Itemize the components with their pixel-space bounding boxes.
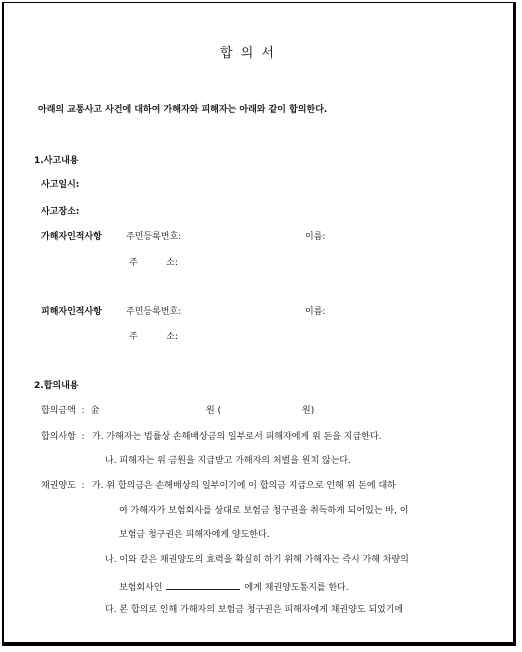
agreement-na: 나. 피해자는 위 금원을 지급받고 가해자의 처벌을 원치 않는다. xyxy=(105,456,351,466)
offender-id-label: 주민등록번호: xyxy=(126,232,182,242)
section2-heading: 2.합의내용 xyxy=(34,381,79,391)
agreement-ga: 가. 가해자는 법률상 손해배상금의 일부로서 피해자에게 위 돈을 지급한다. xyxy=(92,432,382,442)
assignment-na-line1: 나. 이와 같은 채권양도의 효력을 확실히 하기 위해 가해자는 즉시 가해 차량의 xyxy=(105,555,409,565)
assignment-ga-line1: 가. 위 합의금은 손해배상의 일부이기에 이 합의금 지급으로 인해 위 돈에 대하 xyxy=(92,481,396,491)
document-title: 합 의 서 xyxy=(220,46,276,61)
amount-label: 합의금액 : 金 xyxy=(41,406,100,416)
victim-id-label: 주민등록번호: xyxy=(126,307,182,317)
assignment-na-line2 xyxy=(119,581,349,593)
victim-name-label: 이름: xyxy=(305,307,326,317)
document-page xyxy=(2,2,516,646)
victim-address-label: 주 소: xyxy=(129,332,179,342)
insurer-suffix: 에게 채권양도통지를 한다. xyxy=(244,583,349,593)
insurer-prefix: 보험회사인 xyxy=(119,583,163,593)
agreement-label: 합의사항 : xyxy=(41,432,85,442)
section1-heading: 1.사고내용 xyxy=(34,156,79,166)
victim-label: 피해자인적사항 xyxy=(41,307,102,317)
assignment-da: 다. 본 합의로 인해 가해자의 보험금 청구권은 피해자에게 채권양도 되었기에 xyxy=(105,605,404,615)
intro-text: 아래의 교통사고 사건에 대하여 가해자와 피해자는 아래와 같이 합의한다. xyxy=(38,105,328,115)
accident-place-label: 사고장소: xyxy=(41,207,80,217)
assignment-ga-line2: 여 가해자가 보험회사를 상대로 보험금 청구권을 취득하게 되어있는 바, 이 xyxy=(119,506,409,516)
amount-won-close: 원) xyxy=(302,406,315,416)
offender-address-label: 주 소: xyxy=(129,258,179,268)
offender-name-label: 이름: xyxy=(305,232,326,242)
assignment-label: 채권양도 : xyxy=(41,481,85,491)
offender-label: 가해자인적사항 xyxy=(41,232,102,242)
insurer-blank-line xyxy=(166,581,240,590)
assignment-ga-line3: 보험금 청구권은 피해자에게 양도한다. xyxy=(119,530,270,540)
amount-won-open: 원 ( xyxy=(206,406,222,416)
accident-date-label: 사고일시: xyxy=(41,180,80,190)
